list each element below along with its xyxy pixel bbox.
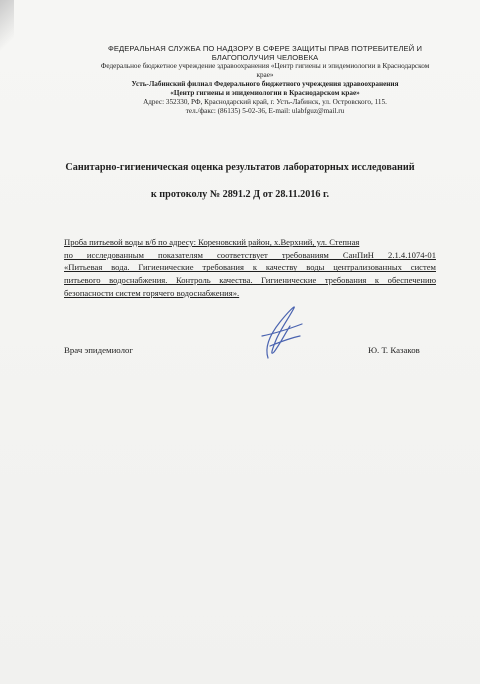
signature-ink	[250, 296, 310, 366]
assessment-line-2: по исследованным показателям соответствует требованиям СанПиН 2.1.4.1074-01	[64, 249, 436, 260]
signer-name: Ю. Т. Казаков	[368, 345, 420, 355]
letterhead-institution-line-1: Федеральное бюджетное учреждение здравоохранения «Центр гигиены и эпидемиологии в Краснодарском	[100, 62, 430, 70]
letterhead-contacts: тел./факс: (86135) 5-02-36, E-mail: ulabfguz@mail.ru	[185, 107, 345, 115]
document-subtitle-protocol: к протоколу № 2891.2 Д от 28.11.2016 г.	[150, 189, 330, 200]
assessment-line-3: «Питьевая вода. Гигиенические требования к качеству воды централизованных систем	[64, 262, 436, 273]
letterhead-branch-line-2: «Центр гигиены и эпидемиологии в Краснодарском крае»	[170, 89, 360, 97]
assessment-line-1: Проба питьевой воды в/б по адресу: Кореновский район, х.Верхний, ул. Степная	[64, 237, 360, 247]
letterhead-agency-line-1: ФЕДЕРАЛЬНАЯ СЛУЖБА ПО НАДЗОРУ В СФЕРЕ ЗАЩИТЫ ПРАВ ПОТРЕБИТЕЛЕЙ И	[107, 44, 423, 53]
document-title: Санитарно-гигиеническая оценка результатов лабораторных исследований	[65, 162, 415, 173]
letterhead-address: Адрес: 352330, РФ, Краснодарский край, г. Усть-Лабинск, ул. Островского, 115.	[143, 98, 387, 106]
signer-position: Врач эпидемиолог	[64, 345, 133, 355]
assessment-text	[64, 236, 436, 300]
letterhead	[60, 44, 470, 116]
assessment-line-5: безопасности систем горячего водоснабжения».	[64, 287, 240, 298]
scan-edge-shadow	[0, 0, 14, 60]
handwritten-signature	[250, 296, 310, 371]
letterhead-agency-line-2: БЛАГОПОЛУЧИЯ ЧЕЛОВЕКА	[211, 53, 319, 62]
letterhead-institution-line-2: крае»	[256, 71, 274, 79]
assessment-line-4: питьевого водоснабжения. Контроль качества. Гигиенические требования к обеспечению	[64, 275, 436, 286]
letterhead-branch-line-1: Усть-Лабинский филиал Федерального бюджетного учреждения здравоохранения	[131, 80, 399, 88]
